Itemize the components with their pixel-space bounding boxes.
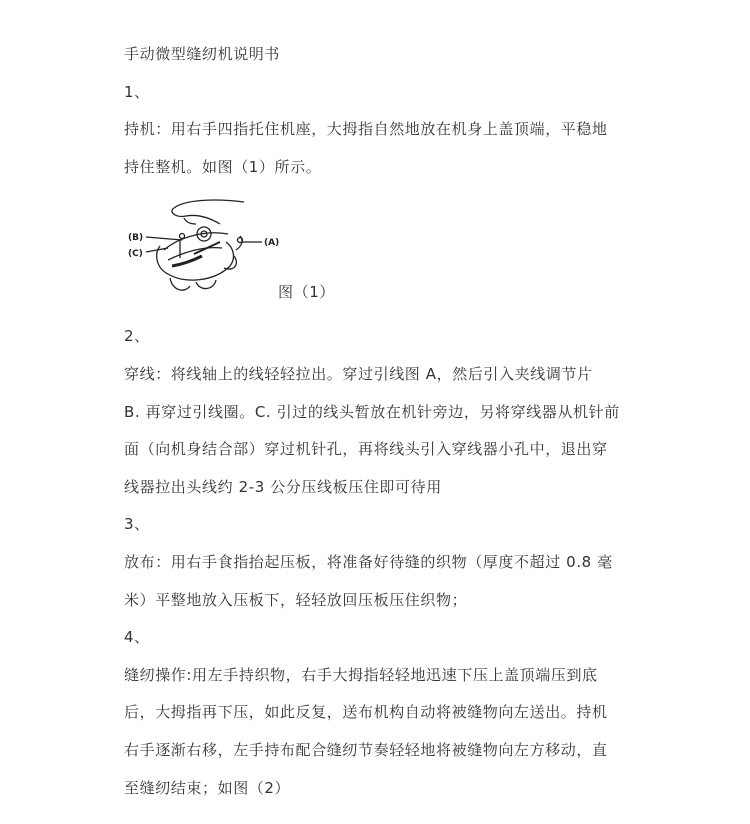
section-4-line-3: 右手逐渐右移，左手持布配合缝纫节奏轻轻地将被缝物向左方移动，直 — [124, 740, 608, 759]
section-4-line-2: 后，大拇指再下压，如此反复，送布机构自动将被缝物向左送出。持机 — [124, 703, 608, 722]
section-3-line-2: 米）平整地放入压板下，轻轻放回压板压住织物； — [124, 590, 468, 609]
section-4-line-1: 缝纫操作:用左手持织物，右手大拇指轻轻地迅速下压上盖顶端压到底 — [124, 665, 598, 684]
section-2-line-4: 线器拉出头线约 2-3 公分压线板压住即可待用 — [124, 477, 442, 496]
label-a: (A) — [264, 238, 280, 249]
section-2-line-3: 面（向机身结合部）穿过机针孔，再将线头引入穿线器小孔中，退出穿 — [124, 440, 608, 459]
figure-1 — [124, 186, 644, 318]
label-b: (B) — [128, 233, 144, 244]
section-3-number: 3、 — [124, 515, 150, 534]
label-c: (C) — [128, 249, 143, 260]
document-title: 手动微型缝纫机说明书 — [124, 45, 281, 63]
section-1-number: 1、 — [124, 82, 150, 101]
section-2-number: 2、 — [124, 327, 150, 346]
sewing-machine-illustration-icon — [124, 194, 264, 304]
section-1-line-1: 持机：用右手四指托住机座，大拇指自然地放在机身上盖顶端，平稳地 — [124, 120, 608, 139]
section-1-line-2: 持住整机。如图（1）所示。 — [124, 157, 322, 176]
section-4-line-4: 至缝纫结束；如图（2） — [124, 778, 291, 797]
section-3-line-1: 放布：用右手食指抬起压板，将准备好待缝的织物（厚度不超过 0.8 毫 — [124, 552, 613, 571]
section-2-line-1: 穿线：将线轴上的线轻轻拉出。穿过引线图 A，然后引入夹线调节片 — [124, 364, 593, 383]
figure-1-caption: 图（1） — [278, 283, 335, 302]
section-2-line-2: B. 再穿过引线圈。C. 引过的线头暂放在机针旁边，另将穿线器从机针前 — [124, 402, 620, 421]
document — [124, 36, 644, 807]
section-4-number: 4、 — [124, 628, 150, 647]
